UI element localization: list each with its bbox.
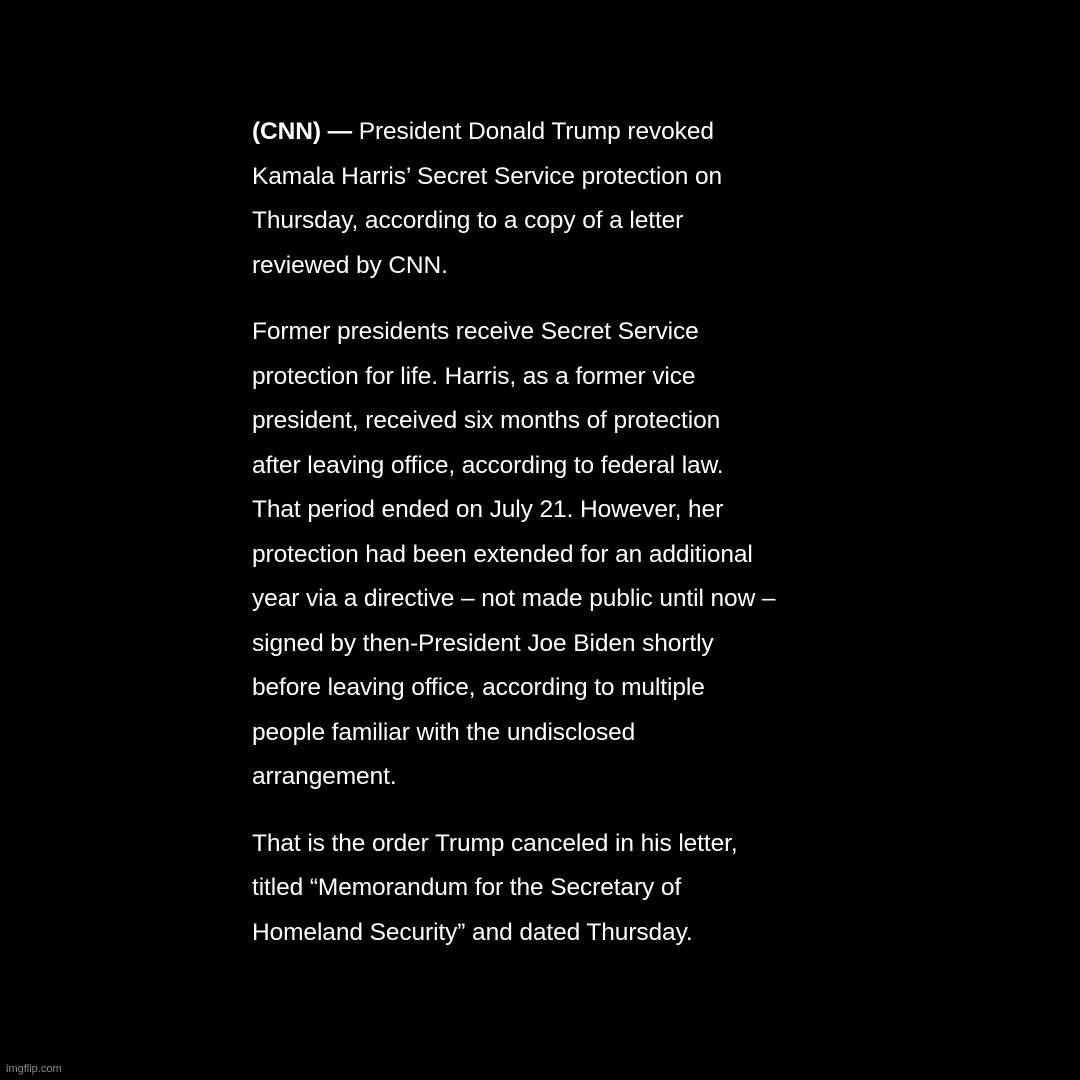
article-line: president, received six months of protection — [252, 407, 721, 434]
article-line: Thursday, according to a copy of a letter — [252, 207, 684, 234]
article-paragraph-3 — [252, 822, 842, 956]
article-line: That period ended on July 21. However, her — [252, 496, 724, 523]
imgflip-watermark: imgflip.com — [6, 1063, 62, 1075]
article-line: signed by then-President Joe Biden shortly — [252, 629, 714, 657]
article-line: reviewed by CNN. — [252, 251, 448, 279]
dateline: (CNN) — — [252, 118, 353, 145]
article-line: titled “Memorandum for the Secretary of — [252, 874, 682, 901]
article-line: year via a directive – not made public until now – — [252, 585, 776, 612]
article-line: protection had been extended for an additional — [252, 540, 753, 568]
article-body — [252, 110, 842, 977]
article-line-text: President Donald Trump revoked — [352, 118, 714, 145]
article-paragraph-2 — [252, 310, 842, 800]
article-line: before leaving office, according to multiple — [252, 674, 705, 701]
article-line: after leaving office, according to federal law. — [252, 451, 724, 479]
article-paragraph-1 — [252, 110, 842, 288]
article-line: people familiar with the undisclosed — [252, 718, 636, 746]
article-line: Kamala Harris’ Secret Service protection on — [252, 162, 723, 190]
article-line: protection for life. Harris, as a former vice — [252, 362, 696, 390]
article-line — [252, 110, 842, 155]
article-line: arrangement. — [252, 763, 397, 790]
article-line: That is the order Trump canceled in his letter, — [252, 829, 738, 857]
article-line: Homeland Security” and dated Thursday. — [252, 918, 693, 946]
article-line: Former presidents receive Secret Service — [252, 318, 699, 345]
